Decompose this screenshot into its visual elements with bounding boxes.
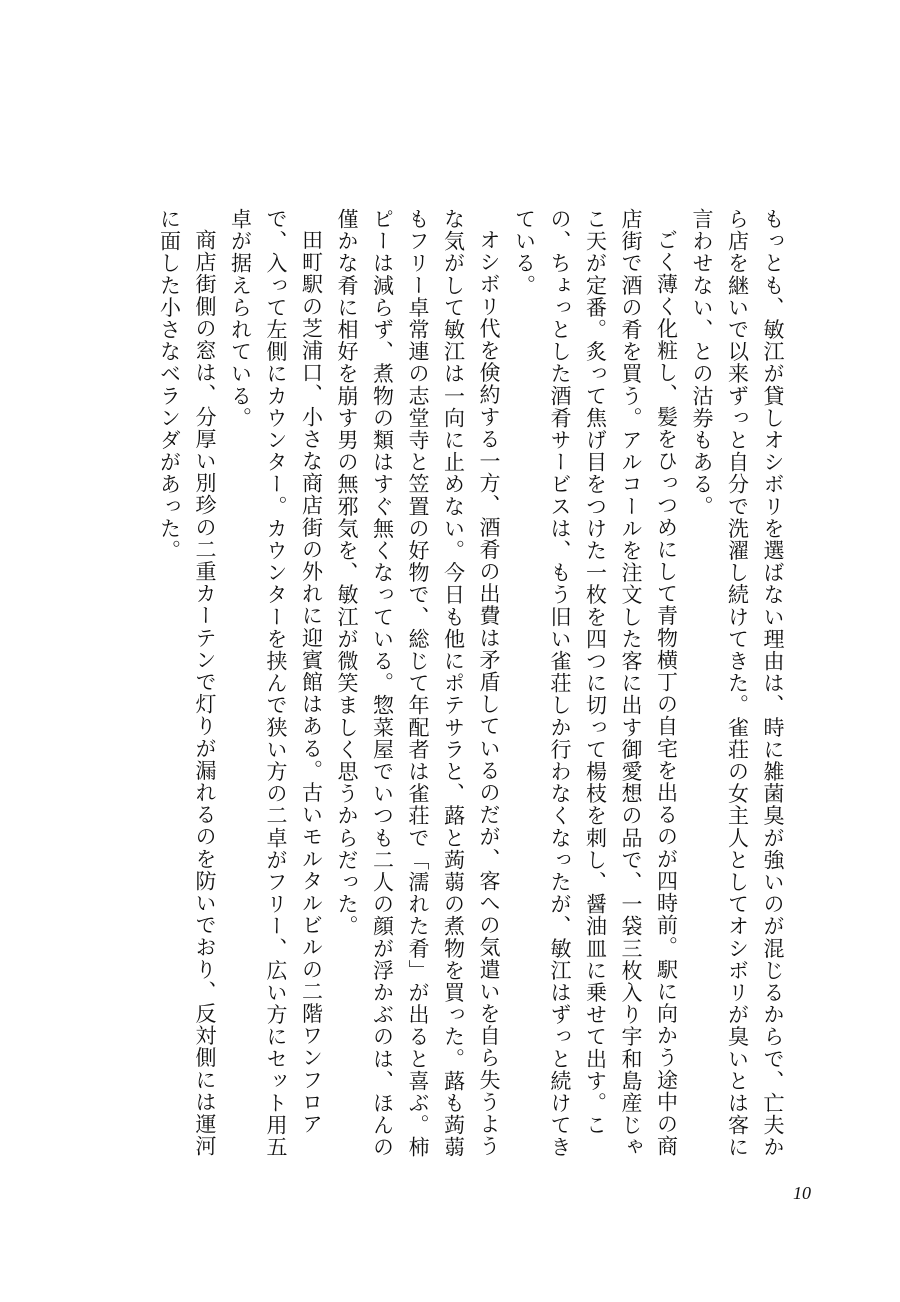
paragraph-1: もっとも、敏江が貸しオシボリを選ばない理由は、時に雑菌臭が強いのが混じるからで、亡夫から店を継いで以来ずっと自分で洗濯し続けてきた。雀荘の女主人としてオシボリが臭いとは客に言わせない、との沽券もある。: [690, 208, 785, 1159]
body-text: [90, 208, 790, 1168]
paragraph-5: 商店街側の窓は、分厚い別珍の二重カーテンで灯りが漏れるのを防いでおり、反対側には運河に面した小さなベランダがあった。: [157, 208, 217, 1158]
paragraph-3: オシボリ代を倹約する一方、酒肴の出費は矛盾しているのだが、客への気遣いを自ら失うような気がして敏江は一向に止めない。今日も他にポテサラと、蕗と蒟蒻の煮物を買った。蕗も蒟蒻もフリー卓常連の志堂寺と笠置の好物で、総じて年配者は雀荘で「濡れた肴」が出ると喜ぶ。柿ピーは減らず、煮物の類はすぐ無くなっている。惣菜屋でいつも二人の顔が浮かぶのは、ほんの僅かな肴に相好を崩す男の無邪気を、敏江が微笑ましく思うからだった。: [335, 208, 501, 1159]
paragraph-4: 田町駅の芝浦口、小さな商店街の外れに迎賓館はある。古いモルタルビルの二階ワンフロアで、入って左側にカウンター。カウンターを挟んで狭い方の二卓がフリー、広い方にセット用五卓が据えられている。: [228, 208, 324, 1159]
page-number: 10: [793, 1183, 811, 1203]
paragraph-2: ごく薄く化粧し、髪をひっつめにして青物横丁の自宅を出るのが四時前。駅に向かう途中の商店街で酒の肴を買う。アルコールを注文した客に出す御愛想の品で、一袋三枚入り宇和島産じゃこ天が定番。炙って焦げ目をつけた一枚を四つに切って楊枝を刺し、醤油皿に乗せて出す。この、ちょっとした酒肴サービスは、もう旧い雀荘しか行わなくなったが、敏江はずっと続けてきている。: [512, 208, 679, 1159]
